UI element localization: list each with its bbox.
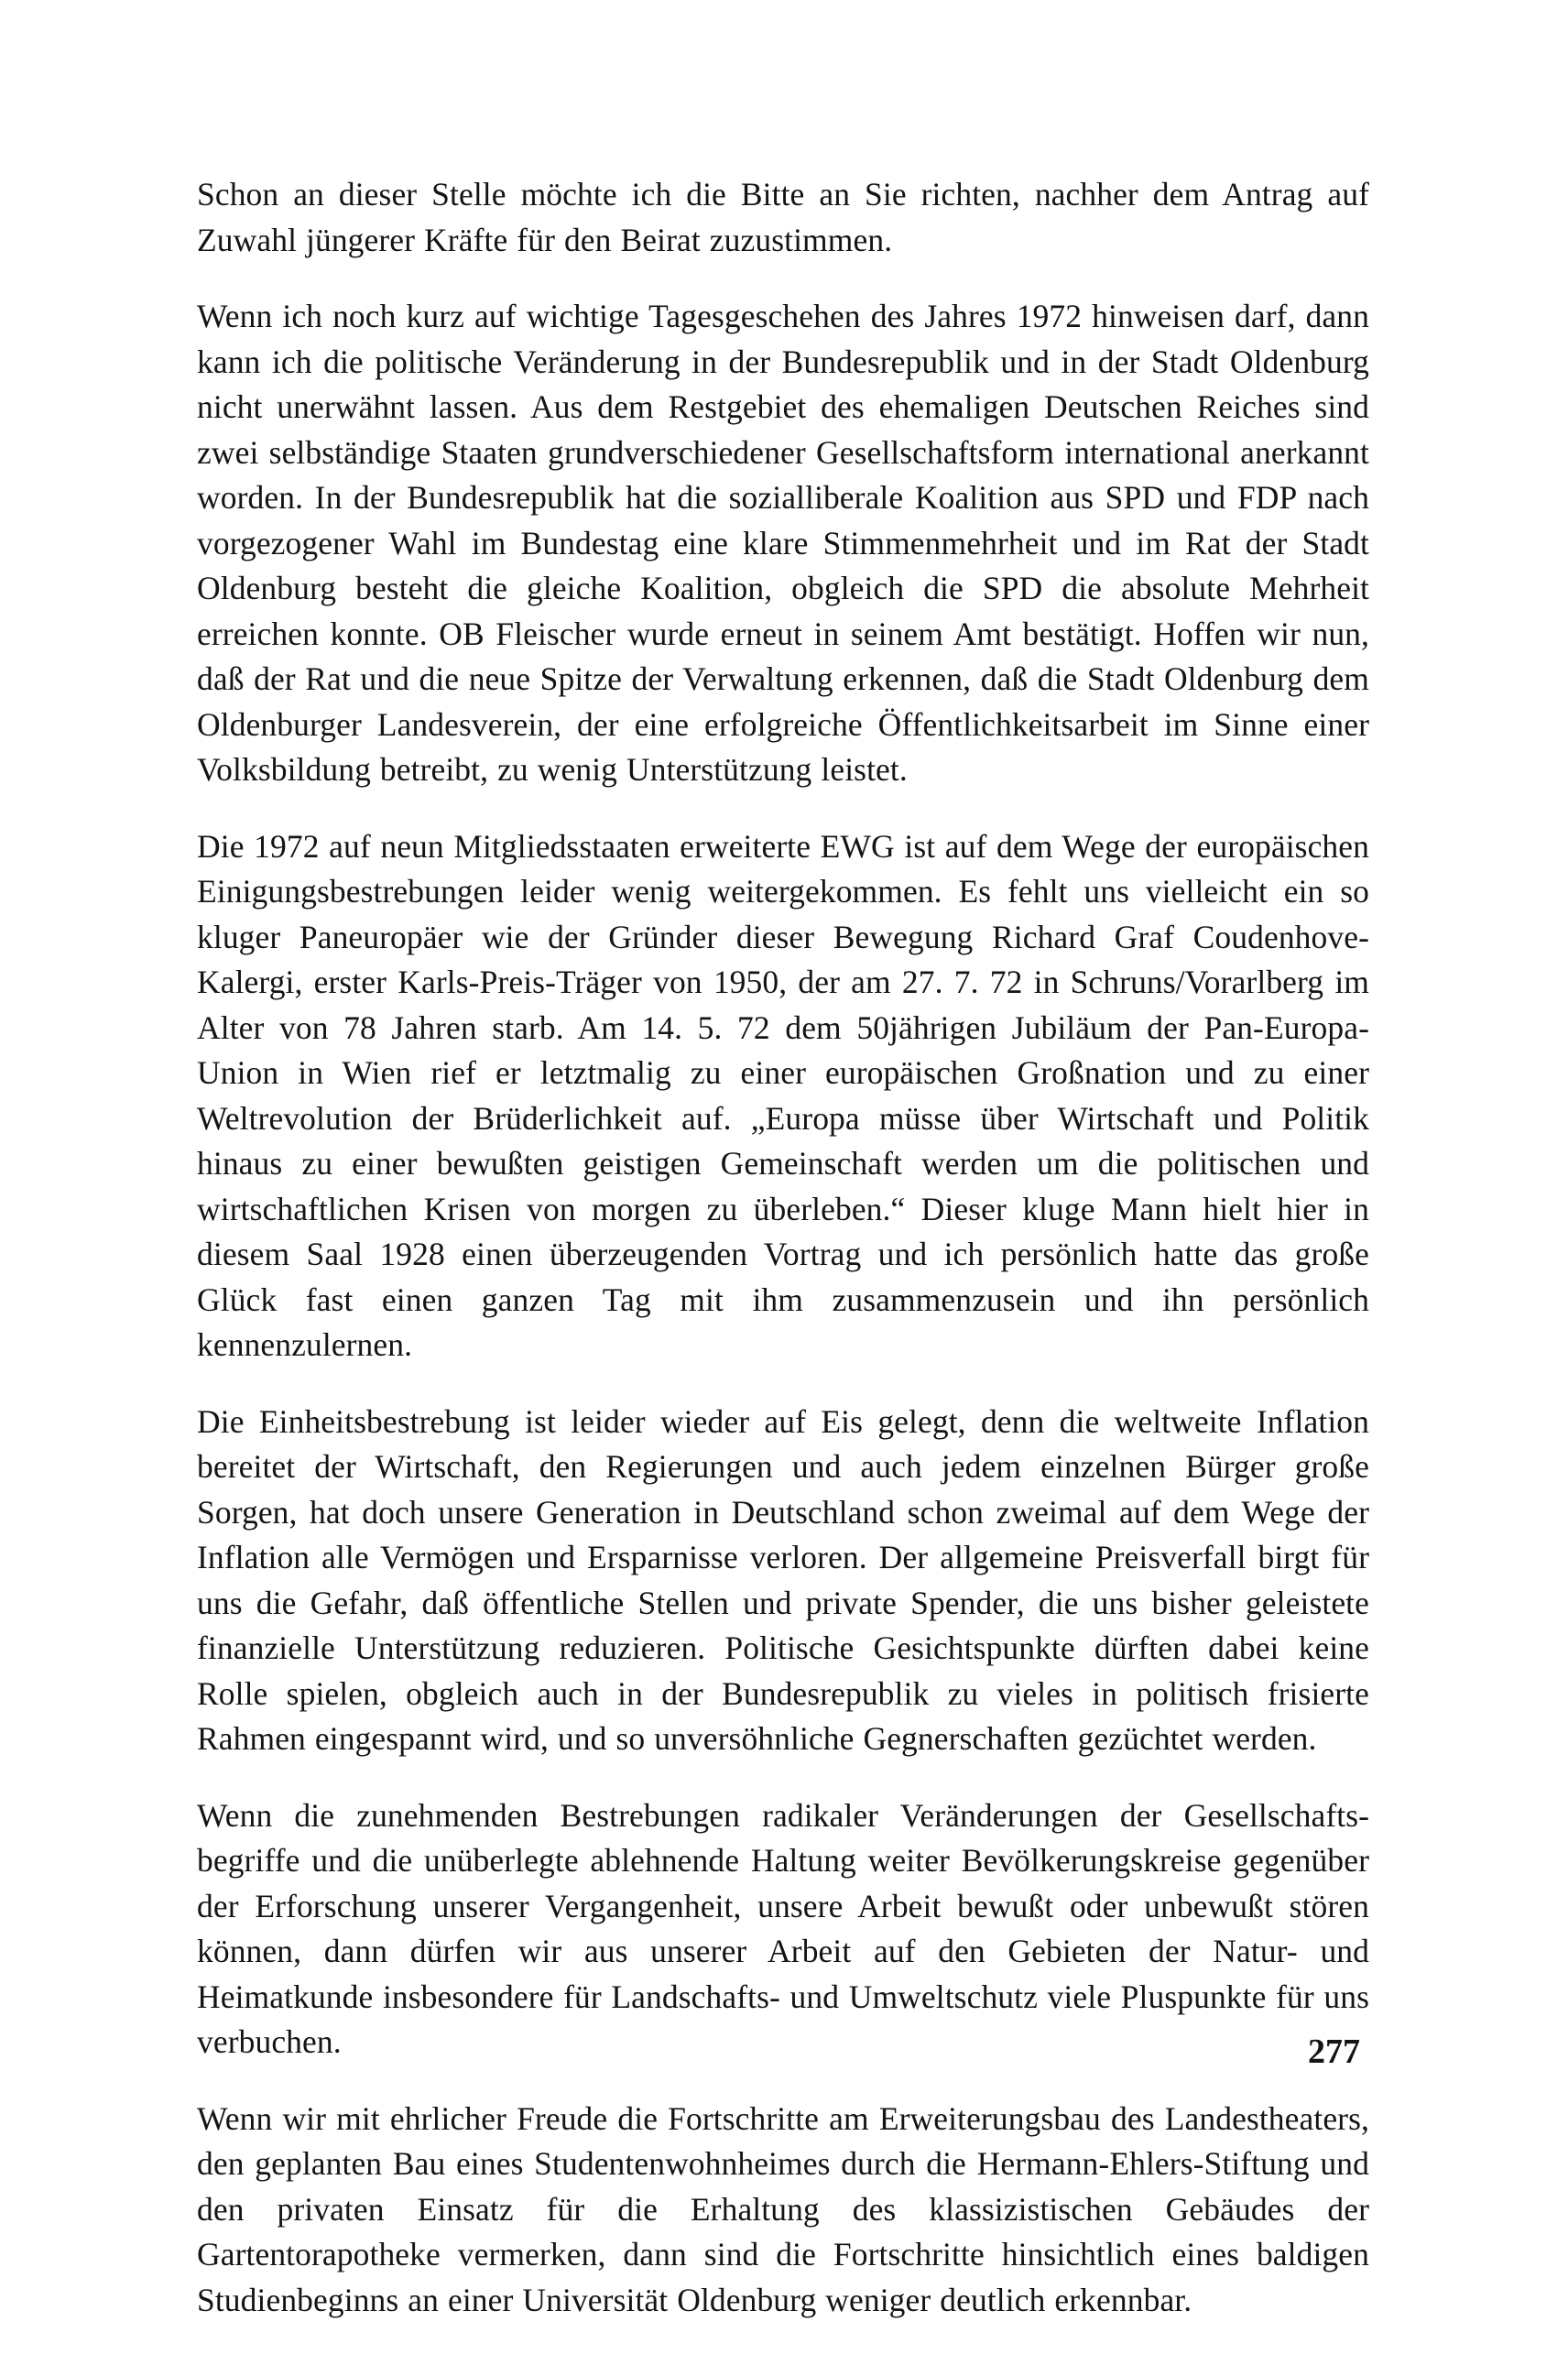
paragraph-6: Wenn wir mit ehrlicher Freude die Fortschritte am Erweiterungsbau des Landestheaters, den geplanten Bau eines Studentenwohnheimes durch die Hermann-Ehlers-Stiftung und den privaten Einsatz für die Erhaltung des klassizistischen Gebäudes der Gartentorapotheke vermerken, dann sind die Fortschritte hinsichtlich eines baldigen Studienbeginns an einer Universität Oldenburg weniger deutlich erkennbar. [197, 2099, 1369, 2318]
paragraph-4: Die Einheitsbestrebung ist leider wieder auf Eis gelegt, denn die weltweite Inflation bereitet der Wirtschaft, den Regierungen und auch jedem einzelnen Bürger große Sorgen, hat doch unsere Generation in Deutschland schon zweimal auf dem Wege der Inflation alle Vermögen und Ersparnisse verloren. Der allgemeine Preisverfall birgt für uns die Gefahr, daß öffentliche Stellen und private Spender, die uns bisher geleistete finanzielle Unterstützung reduzieren. Politische Gesichtspunkte dürften dabei keine Rolle spielen, obgleich auch in der Bundesrepublik zu vieles in politisch frisierte Rahmen eingespannt wird, und so unversöhnliche Gegnerschaften gezüchtet werden. [197, 1402, 1369, 1757]
document-page [197, 172, 1369, 2354]
page-number: 277 [1308, 2033, 1360, 2071]
paragraph-3: Die 1972 auf neun Mitgliedsstaaten erweiterte EWG ist auf dem Wege der europäischen Einigungsbestrebungen leider wenig weitergekommen. Es fehlt uns vielleicht ein so kluger Paneuropäer wie der Gründer dieser Bewegung Richard Graf Coudenhove-Kalergi, erster Karls-Preis-Träger von 1950, der am 27. 7. 72 in Schruns/Vorarlberg im Alter von 78 Jahren starb. Am 14. 5. 72 dem 50jährigen Jubiläum der Pan-Europa-Union in Wien rief er letztmalig zu einer europäischen Großnation und zu einer Weltrevolution der Brüderlichkeit auf. „Europa müsse über Wirtschaft und Politik hinaus zu einer bewußten geistigen Gemeinschaft werden um die politischen und wirtschaftlichen Krisen von morgen zu überleben.“ Dieser kluge Mann hielt hier in diesem Saal 1928 einen überzeugenden Vortrag und ich persönlich hatte das große Glück fast einen ganzen Tag mit ihm zusammenzusein und ihn persönlich kennenzulernen. [197, 827, 1369, 1363]
paragraph-1: Schon an dieser Stelle möchte ich die Bitte an Sie richten, nachher dem Antrag auf Zuwahl jüngerer Kräfte für den Beirat zuzustimmen. [197, 176, 1369, 258]
paragraph-2: Wenn ich noch kurz auf wichtige Tagesgeschehen des Jahres 1972 hinweisen darf, dann kann ich die politische Veränderung in der Bundesrepublik und in der Stadt Oldenburg nicht unerwähnt lassen. Aus dem Restgebiet des ehemaligen Deutschen Reiches sind zwei selbständige Staaten grundverschiedener Gesellschaftsform international anerkannt worden. In der Bundesrepublik hat die sozialliberale Koalition aus SPD und FDP nach vorgezogener Wahl im Bundestag eine klare Stimmenmehrheit und im Rat der Stadt Oldenburg besteht die gleiche Koalition, obgleich die SPD die absolute Mehrheit erreichen konnte. OB Fleischer wurde erneut in seinem Amt bestätigt. Hoffen wir nun, daß der Rat und die neue Spitze der Verwaltung erkennen, daß die Stadt Oldenburg dem Oldenburger Landesverein, der eine erfolgreiche Öffentlichkeitsarbeit im Sinne einer Volksbildung betreibt, zu wenig Unterstützung leistet. [197, 298, 1369, 788]
paragraph-5: Wenn die zunehmenden Bestrebungen radikaler Veränderungen der Gesellschaftsbegriffe und die unüberlegte ablehnende Haltung weiter Bevölkerungskreise gegenüber der Erforschung unserer Vergangenheit, unsere Arbeit bewußt oder unbewußt stören können, dann dürfen wir aus unserer Arbeit auf den Gebieten der Natur- und Heimatkunde insbesondere für Landschafts- und Umweltschutz viele Pluspunkte für uns verbuchen. [197, 1796, 1369, 2060]
